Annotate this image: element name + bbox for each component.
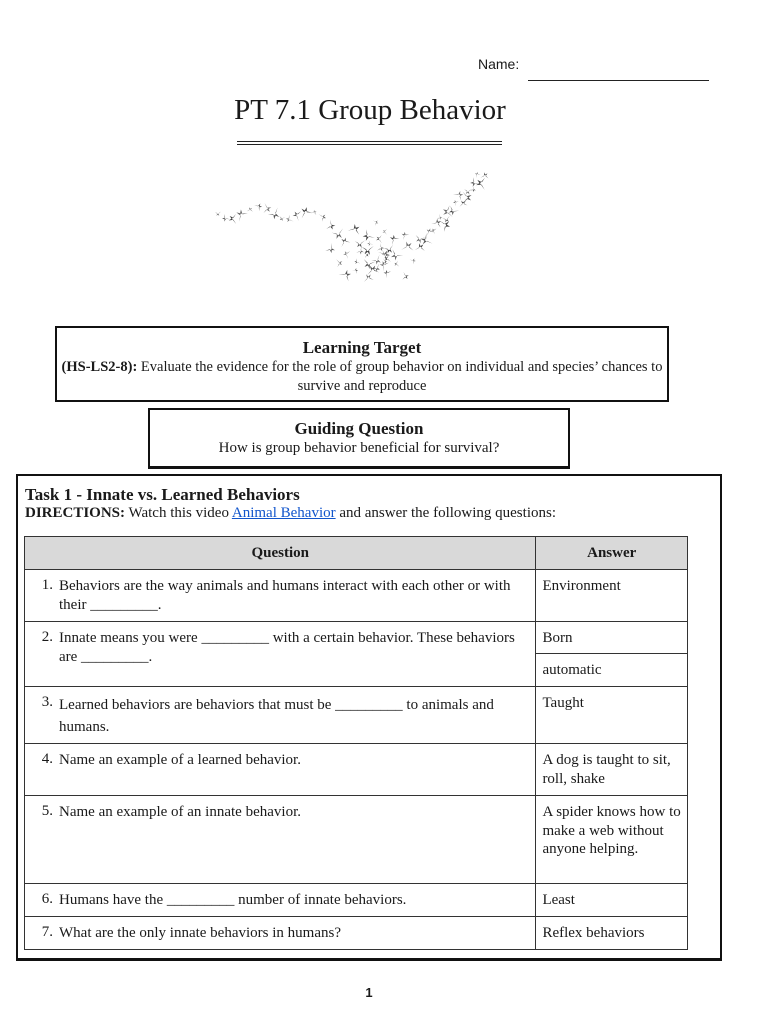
bird-silhouette <box>234 207 249 222</box>
guiding-question-box <box>148 408 570 469</box>
question-text: Name an example of a learned behavior. <box>59 752 301 768</box>
question-number: 6. <box>41 891 53 907</box>
bird-silhouette <box>453 189 465 201</box>
question-cell <box>25 917 536 950</box>
table-row <box>25 744 688 796</box>
answer-cell[interactable]: A dog is taught to sit, roll, shake <box>536 744 688 796</box>
bird-silhouette <box>376 243 385 253</box>
column-header-answer: Answer <box>536 537 688 570</box>
table-header-row <box>25 537 688 570</box>
bird-silhouette <box>366 265 379 275</box>
question-number: 1. <box>41 577 53 593</box>
guiding-question-text: How is group behavior beneficial for survival? <box>218 440 500 456</box>
bird-silhouette <box>292 209 302 221</box>
bird-silhouette <box>254 202 264 212</box>
bird-silhouette <box>319 212 327 222</box>
flock-of-birds-illustration <box>200 158 512 304</box>
bird-silhouette <box>376 235 383 243</box>
table-row <box>25 796 688 884</box>
guiding-question-heading: Guiding Question <box>294 419 424 438</box>
bird-silhouette <box>464 188 472 194</box>
bird-silhouette <box>247 207 254 212</box>
bird-silhouette <box>419 233 432 248</box>
question-text: Learned behaviors are behaviors that must be _________ to animals and humans. <box>59 697 494 735</box>
bird-silhouette <box>355 240 365 248</box>
bird-silhouette <box>431 217 443 228</box>
bird-silhouette <box>362 246 374 255</box>
bird-silhouette <box>382 268 392 278</box>
answer-cell[interactable]: Taught <box>536 687 688 744</box>
bird-silhouette <box>366 240 373 247</box>
bird-silhouette <box>356 246 366 256</box>
bird-silhouette <box>382 228 387 234</box>
page-number: 1 <box>365 985 373 1000</box>
bird-silhouette <box>473 171 480 178</box>
bird-silhouette <box>452 199 459 206</box>
question-cell <box>25 687 536 744</box>
task-title: Task 1 - Innate vs. Learned Behaviors <box>25 485 300 504</box>
bird-silhouette <box>459 200 467 207</box>
question-number: 2. <box>41 629 53 645</box>
bird-silhouette <box>311 209 318 216</box>
question-cell <box>25 570 536 622</box>
question-cell <box>25 884 536 917</box>
directions-label: DIRECTIONS: <box>25 505 126 521</box>
learning-target-description: Evaluate the evidence for the role of group behavior on individual and species’ chances to survive and reproduce <box>137 359 663 394</box>
task-1-section <box>16 474 722 961</box>
table-row <box>25 622 688 654</box>
bird-silhouette <box>352 267 359 274</box>
bird-silhouette <box>430 227 436 234</box>
bird-silhouette <box>364 252 369 258</box>
bird-silhouette <box>342 249 350 259</box>
question-text: Humans have the _________ number of innate behaviors. <box>59 892 407 908</box>
bird-silhouette <box>401 241 414 252</box>
standard-code: (HS-LS2-8): <box>61 359 138 375</box>
answer-cell[interactable]: Environment <box>536 570 688 622</box>
bird-silhouette <box>468 177 480 189</box>
question-number: 4. <box>41 751 53 767</box>
bird-silhouette <box>360 229 375 244</box>
question-number: 3. <box>41 694 53 710</box>
question-answer-table <box>24 536 688 950</box>
bird-silhouette <box>325 220 336 232</box>
bird-silhouette <box>325 243 337 255</box>
table-row <box>25 917 688 950</box>
bird-silhouette <box>378 259 390 271</box>
question-number: 5. <box>41 803 53 819</box>
table-row <box>25 884 688 917</box>
answer-cell[interactable]: A spider knows how to make a web without anyone helping. <box>536 796 688 884</box>
name-label: Name: <box>478 56 520 72</box>
bird-silhouette <box>439 218 451 232</box>
bird-silhouette <box>388 233 400 245</box>
bird-silhouette <box>394 261 399 268</box>
directions <box>25 505 556 522</box>
bird-silhouette <box>424 227 434 235</box>
bird-silhouette <box>263 203 272 214</box>
bird-silhouette <box>220 213 230 223</box>
question-cell <box>25 622 536 687</box>
animal-behavior-link[interactable]: Animal Behavior <box>231 505 336 521</box>
learning-target-text <box>57 358 667 396</box>
question-text: What are the only innate behaviors in humans? <box>59 925 341 941</box>
bird-silhouette <box>336 259 342 267</box>
bird-silhouette <box>447 205 459 217</box>
column-header-question: Question <box>25 537 536 570</box>
answer-cell[interactable]: Reflex behaviors <box>536 917 688 950</box>
bird-silhouette <box>470 186 477 193</box>
bird-silhouette <box>215 212 221 217</box>
learning-target-heading: Learning Target <box>302 338 422 357</box>
bird-silhouette <box>339 268 354 283</box>
bird-silhouette <box>285 214 294 224</box>
question-number: 7. <box>41 924 53 940</box>
answer-cell[interactable]: Least <box>536 884 688 917</box>
bird-silhouette <box>348 222 363 235</box>
answer-cell[interactable]: Born <box>536 622 688 654</box>
bird-silhouette <box>278 215 285 221</box>
question-cell <box>25 744 536 796</box>
question-text: Behaviors are the way animals and humans interact with each other or with their _________. <box>59 578 511 613</box>
question-text: Name an example of an innate behavior. <box>59 804 301 820</box>
directions-pre: Watch this video <box>125 505 232 521</box>
bird-silhouette <box>339 236 351 247</box>
question-text: Innate means you were _________ with a certain behavior. These behaviors are _________. <box>59 630 515 665</box>
table-row <box>25 687 688 744</box>
bird-silhouette <box>267 207 282 221</box>
name-blank-line[interactable] <box>528 80 709 81</box>
bird-silhouette <box>363 274 374 283</box>
bird-silhouette <box>353 258 360 265</box>
title-underline <box>237 141 502 145</box>
directions-post: and answer the following questions: <box>335 505 556 521</box>
bird-silhouette <box>331 228 345 240</box>
learning-target-box <box>55 326 669 402</box>
page-title: PT 7.1 Group Behavior <box>234 94 506 126</box>
bird-silhouette <box>442 216 451 224</box>
bird-silhouette <box>415 243 426 252</box>
bird-silhouette <box>373 219 379 226</box>
question-cell <box>25 796 536 884</box>
bird-silhouette <box>480 172 489 179</box>
bird-silhouette <box>400 230 410 240</box>
table-row <box>25 570 688 622</box>
answer-cell[interactable]: automatic <box>536 654 688 687</box>
bird-silhouette <box>402 272 410 281</box>
bird-silhouette <box>410 257 417 264</box>
bird-silhouette <box>229 214 237 224</box>
bird-silhouette <box>476 177 486 190</box>
